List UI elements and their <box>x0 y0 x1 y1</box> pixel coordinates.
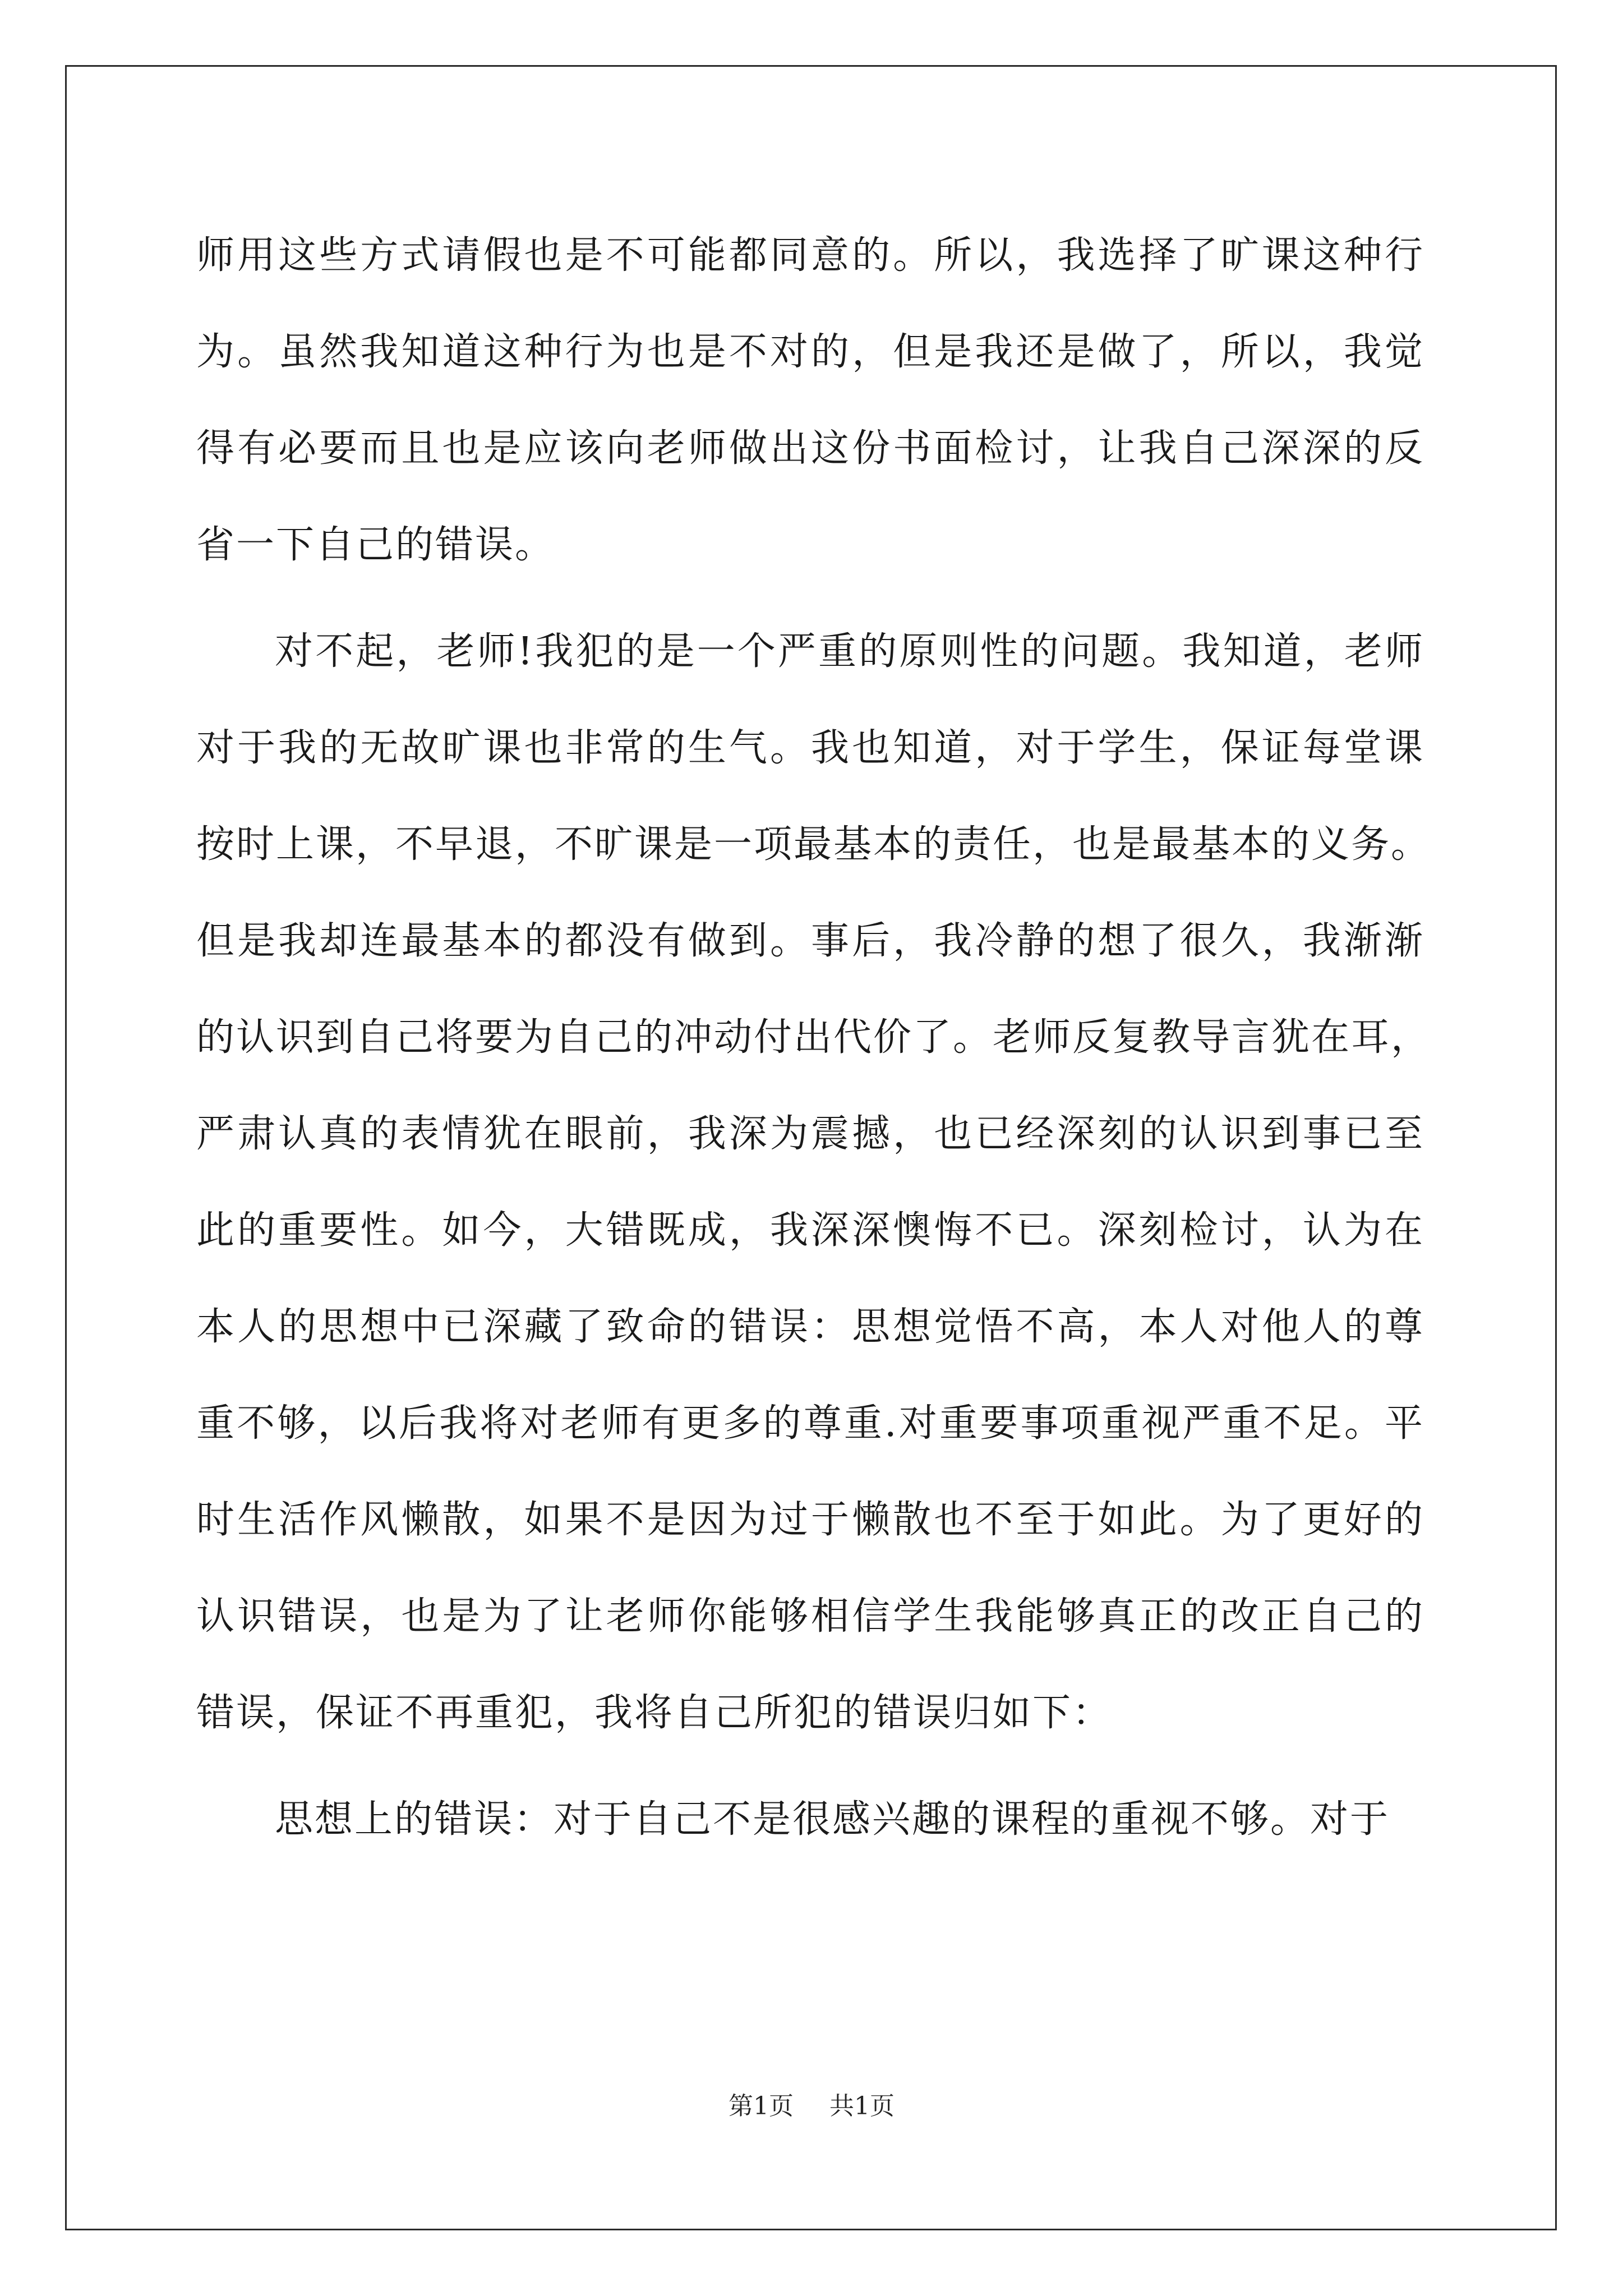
page-total: 共1页 <box>829 2092 895 2120</box>
text-line: 对于我的无故旷课也非常的生气。我也知道，对于学生，保证每堂课 <box>196 726 1424 770</box>
paragraph <box>196 1772 1424 1868</box>
text-line: 省一下自己的错误。 <box>196 523 555 567</box>
text-line: 思想上的错误：对于自己不是很感兴趣的课程的重视不够。对于 <box>275 1797 1390 1842</box>
text-line: 但是我却连最基本的都没有做到。事后，我冷静的想了很久，我渐渐 <box>196 919 1424 963</box>
page-number: 第1页 <box>728 2092 794 2120</box>
text-line: 错误，保证不再重犯，我将自己所犯的错误归如下： <box>196 1691 1113 1735</box>
document-body <box>196 208 1431 1868</box>
text-line: 严肃认真的表情犹在眼前，我深为震撼，也已经深刻的认识到事已至 <box>196 1112 1424 1156</box>
text-line: 对不起，老师!我犯的是一个严重的原则性的问题。我知道，老师 <box>275 629 1424 674</box>
text-line: 此的重要性。如今，大错既成，我深深懊悔不已。深刻检讨，认为在 <box>196 1208 1424 1253</box>
text-line: 认识错误，也是为了让老师你能够相信学生我能够真正的改正自己的 <box>196 1594 1424 1639</box>
paragraph <box>196 208 1424 593</box>
text-line: 得有必要而且也是应该向老师做出这份书面检讨，让我自己深深的反 <box>196 426 1424 471</box>
text-line: 的认识到自己将要为自己的冲动付出代价了。老师反复教导言犹在耳， <box>196 1015 1431 1060</box>
text-line: 按时上课，不早退，不旷课是一项最基本的责任，也是最基本的义务。 <box>196 822 1431 867</box>
text-line: 本人的思想中已深藏了致命的错误：思想觉悟不高，本人对他人的尊 <box>196 1305 1424 1349</box>
paragraph <box>196 604 1431 1761</box>
text-line: 重不够，以后我将对老师有更多的尊重.对重要事项重视严重不足。平 <box>196 1401 1424 1446</box>
page-footer <box>0 2090 1623 2123</box>
text-line: 师用这些方式请假也是不可能都同意的。所以，我选择了旷课这种行 <box>196 233 1424 278</box>
text-line: 时生活作风懒散，如果不是因为过于懒散也不至于如此。为了更好的 <box>196 1498 1424 1542</box>
text-line: 为。虽然我知道这种行为也是不对的，但是我还是做了，所以，我觉 <box>196 330 1424 374</box>
